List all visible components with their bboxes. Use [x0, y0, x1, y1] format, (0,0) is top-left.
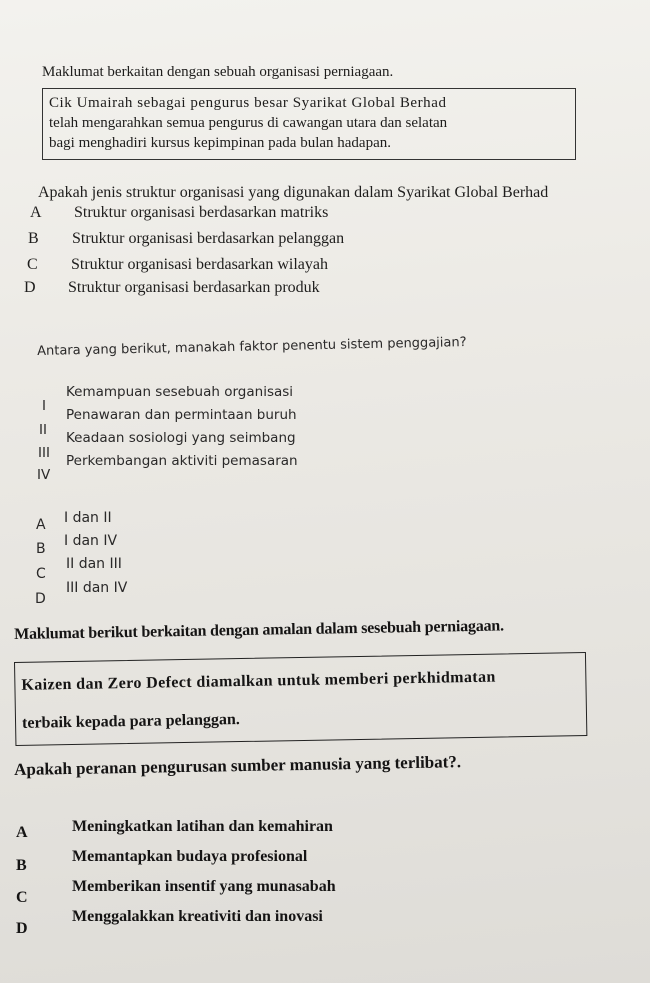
q2-option-c-letter[interactable]: C	[36, 566, 46, 582]
q1-option-a-letter[interactable]: A	[30, 204, 42, 221]
q2-option-b-text[interactable]: I dan IV	[64, 533, 118, 549]
q2-statement-4-text: Perkembangan aktiviti pemasaran	[66, 453, 298, 469]
q3-box-line-1: Kaizen dan Zero Defect diamalkan untuk memberi perkhidmatan	[21, 668, 496, 694]
q3-option-a-text[interactable]: Meningkatkan latihan dan kemahiran	[72, 818, 333, 835]
q3-info-box	[14, 652, 587, 746]
q1-question: Apakah jenis struktur organisasi yang digunakan dalam Syarikat Global Berhad	[38, 184, 549, 201]
q2-question: Antara yang berikut, manakah faktor penentu sistem penggajian?	[37, 335, 467, 359]
q2-statement-1-num: I	[42, 398, 46, 414]
q1-option-c-text[interactable]: Struktur organisasi berdasarkan wilayah	[71, 256, 328, 273]
q1-info-box	[42, 88, 576, 160]
q1-option-a-text[interactable]: Struktur organisasi berdasarkan matriks	[74, 204, 329, 221]
q3-option-d-letter[interactable]: D	[16, 920, 28, 937]
q1-option-d-text[interactable]: Struktur organisasi berdasarkan produk	[68, 279, 320, 296]
q1-box-line-1: Cik Umairah sebagai pengurus besar Syarikat Global Berhad	[49, 95, 447, 111]
q1-option-c-letter[interactable]: C	[27, 256, 38, 273]
q3-option-b-text[interactable]: Memantapkan budaya profesional	[72, 848, 308, 865]
q2-statement-3-text: Keadaan sosiologi yang seimbang	[66, 430, 296, 446]
q3-option-a-letter[interactable]: A	[16, 824, 28, 841]
q1-option-b-letter[interactable]: B	[28, 230, 39, 247]
q2-option-d-text[interactable]: III dan IV	[66, 580, 128, 596]
q2-statement-4-num: IV	[37, 467, 51, 483]
q2-statement-1-text: Kemampuan sesebuah organisasi	[66, 384, 294, 400]
q2-option-a-letter[interactable]: A	[36, 517, 46, 533]
q1-option-d-letter[interactable]: D	[24, 279, 36, 296]
q2-statement-2-num: II	[39, 422, 47, 438]
q2-option-c-text[interactable]: II dan III	[66, 556, 122, 572]
q3-option-c-letter[interactable]: C	[16, 889, 28, 906]
q3-question: Apakah peranan pengurusan sumber manusia yang terlibat?.	[14, 752, 462, 779]
q1-intro: Maklumat berkaitan dengan sebuah organisasi perniagaan.	[42, 64, 394, 80]
q2-option-a-text[interactable]: I dan II	[64, 510, 112, 526]
q2-statement-3-num: III	[38, 445, 50, 461]
q2-option-b-letter[interactable]: B	[36, 541, 46, 557]
q3-box-line-2: terbaik kepada para pelanggan.	[21, 711, 240, 732]
q1-option-b-text[interactable]: Struktur organisasi berdasarkan pelanggan	[72, 230, 345, 247]
q3-option-b-letter[interactable]: B	[16, 857, 27, 874]
q2-statement-2-text: Penawaran dan permintaan buruh	[66, 407, 297, 423]
q3-option-d-text[interactable]: Menggalakkan kreativiti dan inovasi	[72, 908, 323, 925]
q1-box-line-3: bagi menghadiri kursus kepimpinan pada bulan hadapan.	[49, 135, 391, 151]
q3-option-c-text[interactable]: Memberikan insentif yang munasabah	[72, 878, 336, 895]
q1-box-line-2: telah mengarahkan semua pengurus di cawangan utara dan selatan	[49, 115, 448, 131]
q3-intro: Maklumat berikut berkaitan dengan amalan dalam sesebuah perniagaan.	[14, 617, 505, 643]
q2-option-d-letter[interactable]: D	[35, 591, 46, 607]
